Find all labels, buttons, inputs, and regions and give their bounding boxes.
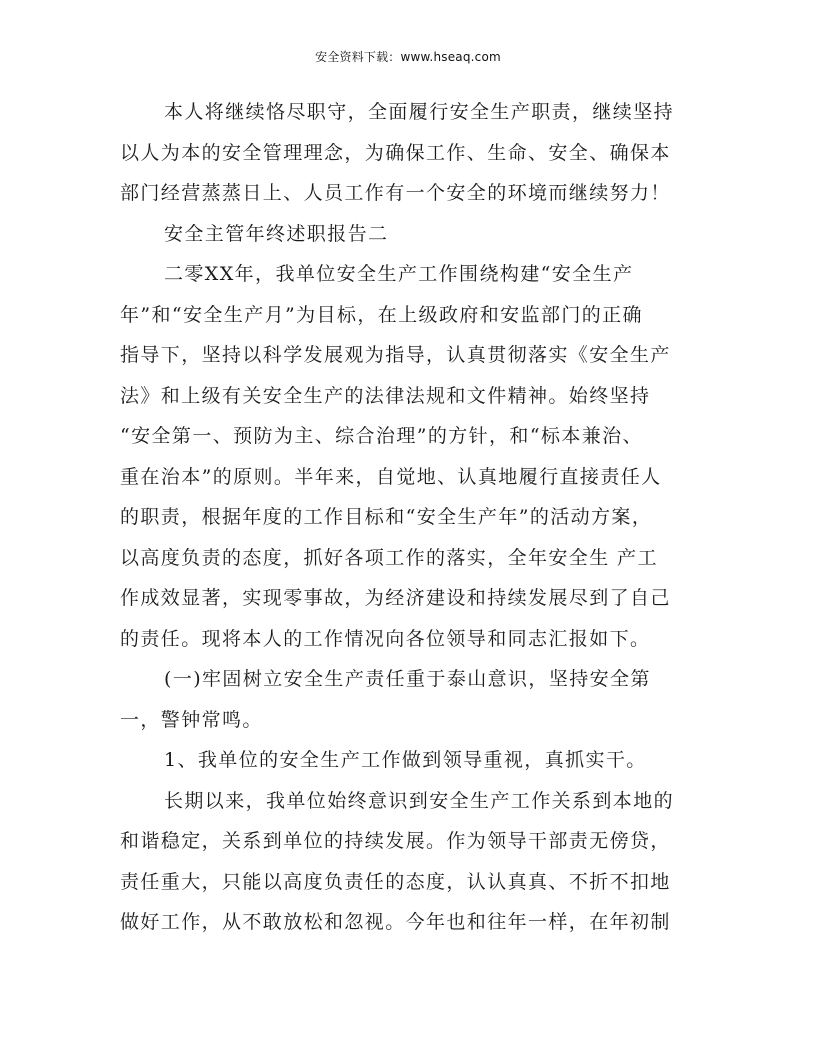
text-line: 年”和“安全生产月”为目标，在上级政府和安监部门的正确 [120, 303, 643, 326]
text-line: 的责任。现将本人的工作情况向各位领导和同志汇报如下。 [120, 627, 651, 650]
subsection-heading: (一)牢固树立安全生产责任重于泰山意识，坚持安全第 [164, 668, 651, 690]
text-line: 指导下，坚持以科学发展观为指导，认真贯彻落实《安全生产 [120, 344, 671, 366]
text-line: 的职责，根据年度的工作目标和“安全生产年”的活动方案， [120, 506, 653, 528]
text-line: 长期以来，我单位始终意识到安全生产工作关系到本地的 [164, 789, 675, 812]
text-line: 二零XX年，我单位安全生产工作围绕构建“安全生产 [164, 263, 634, 285]
numbered-item: 1、我单位的安全生产工作做到领导重视，真抓实干。 [164, 749, 647, 771]
text-line: 一，警钟常鸣。 [120, 708, 263, 731]
text-line: 法》和上级有关安全生产的法律法规和文件精神。始终坚持 [120, 384, 651, 407]
text-line: “安全第一、预防为主、综合治理”的方针，和“标本兼治、 [120, 425, 643, 447]
document-body [120, 92, 698, 943]
text-line: 重在治本”的原则。半年来，自觉地、认真地履行直接责任人 [120, 465, 662, 488]
page-header: 安全资料下载：www.hseaq.com [315, 50, 501, 64]
text-line: 责任重大，只能以高度负责任的态度，认认真真、不折不扣地 [120, 870, 671, 893]
section-title: 安全主管年终述职报告二 [164, 222, 389, 245]
text-line: 本人将继续恪尽职守，全面履行安全生产职责，继续坚持 [164, 101, 675, 123]
text-line: 和谐稳定，关系到单位的持续发展。作为领导干部责无傍贷， [120, 830, 671, 852]
text-line: 以人为本的安全管理理念，为确保工作、生命、安全、确保本 [120, 141, 671, 164]
text-line: 做好工作，从不敢放松和忽视。今年也和往年一样，在年初制 [120, 911, 671, 933]
text-line: 以高度负责的态度，抓好各项工作的落实，全年安全生 产工 [120, 546, 658, 569]
text-line: 作成效显著，实现零事故，为经济建设和持续发展尽到了自己 [120, 587, 671, 609]
text-line: 部门经营蒸蒸日上、人员工作有一个安全的环境而继续努力！ [120, 182, 671, 204]
